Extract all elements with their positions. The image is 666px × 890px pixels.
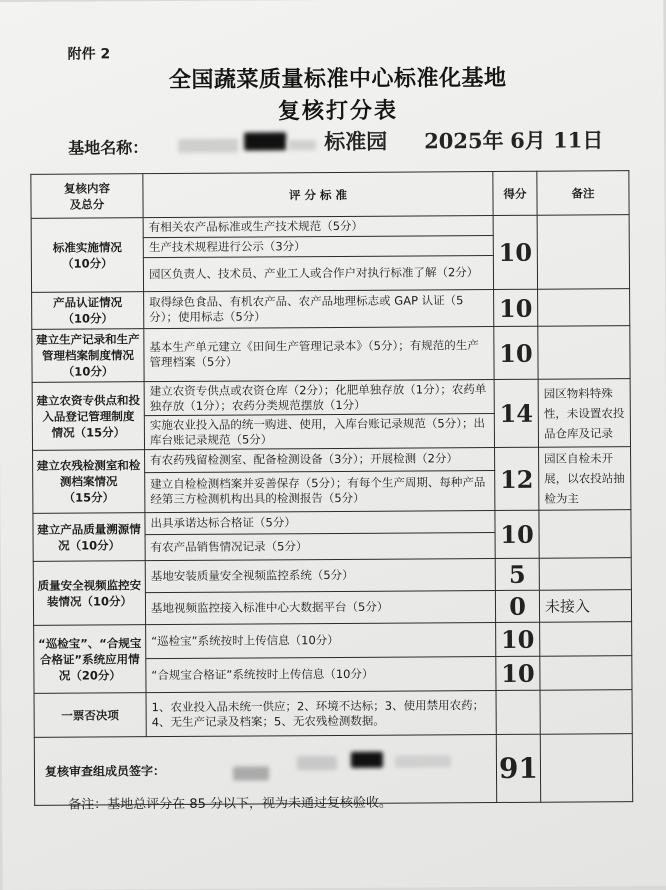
remark-cell: 未接入 — [539, 590, 631, 623]
score-cell — [495, 590, 539, 622]
redacted-base-name — [288, 140, 316, 150]
category-cell: 建立农残检测室和检测档案情况 （15分） — [33, 450, 145, 514]
handwritten-score: 5 — [508, 559, 526, 589]
criteria-cell: 建立农资专供点或农资仓库（2分）；化肥单独存放（1分）；农药单独存放（1分）；农药分类规范摆放（1分） — [144, 380, 494, 416]
handwritten-score: 10 — [500, 624, 535, 654]
score-cell — [495, 558, 539, 590]
remark-cell — [540, 690, 632, 735]
redacted-signature — [297, 756, 337, 770]
score-cell — [496, 656, 540, 690]
remark-cell — [539, 558, 631, 591]
score-cell — [494, 379, 538, 447]
handwritten-score: 10 — [501, 658, 535, 688]
category-cell: “巡检宝”、“合规宝合格证”系统应用情况（20分） — [34, 625, 146, 694]
handwritten-score: 12 — [499, 464, 534, 494]
criteria-cell: 基本生产单元建立《田间生产管理记录本》（5分）；有规范的生产管理档案（5分） — [144, 327, 494, 382]
category-cell: 产品认证情况 （10分） — [32, 292, 144, 330]
redacted-base-name — [244, 132, 286, 150]
criteria-cell: 基地安装质量安全视频监控系统（5分） — [145, 559, 495, 593]
criteria-cell: “巡检宝”系统按时上传信息（10分） — [146, 623, 496, 659]
score-cell — [495, 447, 539, 510]
category-cell: 建立农资专供点和投入品登记管理制度 情况（15分） — [32, 382, 144, 451]
category-cell: 质量安全视频监控安装情况（10分） — [33, 561, 145, 626]
remark-cell — [539, 510, 631, 559]
total-score-cell — [496, 734, 540, 802]
score-cell — [495, 510, 539, 558]
redacted-signature — [395, 755, 451, 767]
criteria-cell: 有农药残留检测室、配备检测设备（3分）；开展检测（2分） — [145, 448, 495, 473]
base-name-handwritten: 标准园 — [324, 128, 388, 155]
remark-cell — [537, 215, 629, 290]
signature-label: 复核审查组成员签字： — [44, 764, 166, 779]
redacted-signature — [351, 752, 383, 768]
remark-cell: 园区物料特殊性，未设置农投品仓库及记录 — [538, 379, 630, 448]
score-cell — [494, 289, 538, 326]
score-cell — [496, 622, 540, 656]
remark-cell — [540, 622, 632, 657]
remark-cell — [538, 289, 630, 327]
handwritten-total-score: 91 — [498, 751, 539, 785]
score-cell — [494, 326, 538, 379]
handwritten-score: 10 — [498, 293, 533, 323]
remark-cell — [540, 656, 632, 691]
handwritten-score: 14 — [499, 398, 534, 428]
base-name-label: 基地名称： — [68, 138, 149, 158]
header-content: 复核内容 及总分 — [31, 174, 143, 219]
criteria-cell: 有相关农产品标准或生产技术规范（5分） — [143, 216, 493, 238]
handwritten-score: 10 — [500, 519, 534, 549]
criteria-cell: 有农产品销售情况记录（5分） — [145, 533, 495, 561]
category-cell: 建立产品质量溯源情况（10分） — [33, 513, 145, 562]
redacted-base-name — [178, 139, 238, 153]
date-month-day-handwritten: 6月 11日 — [510, 127, 604, 153]
criteria-cell: 生产技术规程进行公示（3分） — [143, 236, 493, 258]
page-subtitle: 复核打分表 — [277, 97, 399, 125]
header-score: 得分 — [493, 171, 537, 215]
remark-cell: 园区自检未开展，以农投站抽检为主 — [539, 447, 631, 511]
attachment-label: 附件 2 — [67, 46, 111, 63]
criteria-cell: 建立自检检测档案并妥善保存（5分）；有每个生产周期、每种产品经第三方检测机构出具的检测报告（5分） — [145, 470, 495, 513]
header-remarks: 备注 — [537, 171, 629, 216]
criteria-cell: 取得绿色食品、有机农产品、农产品地理标志或 GAP 认证（5分）；使用标志（5分） — [144, 290, 494, 329]
criteria-cell: 基地视频监控接入标准中心大数据平台（5分） — [145, 591, 495, 625]
criteria-cell: 园区负责人、技术员、产业工人或合作户对执行标准了解（2分） — [143, 256, 493, 292]
header-criteria: 评 分 标 准 — [143, 172, 493, 218]
handwritten-score: 10 — [498, 237, 533, 267]
remark-cell — [538, 326, 630, 380]
date-year-handwritten: 2025年 — [424, 127, 504, 154]
handwritten-score: 0 — [509, 591, 526, 621]
category-cell: 标准实施情况 （10分） — [31, 218, 143, 293]
score-cell — [493, 215, 537, 289]
category-cell: 一票否决项 — [34, 693, 146, 738]
redacted-signature — [233, 766, 269, 780]
score-cell — [496, 690, 540, 734]
page-title: 全国蔬菜质量标准中心标准化基地 — [168, 64, 507, 93]
handwritten-score: 10 — [499, 338, 533, 368]
criteria-cell: “合规宝合格证”系统按时上传信息（10分） — [146, 657, 496, 693]
criteria-cell: 出具承诺达标合格证（5分） — [145, 511, 495, 535]
category-cell: 建立生产记录和生产管理档案制度情况（10分） — [32, 329, 144, 383]
remark-cell — [540, 734, 632, 803]
scoring-table — [30, 170, 633, 806]
criteria-cell: 实施农业投入品的统一购进、使用，入库台账记录规范（5分）；出库台账记录规范（5分） — [144, 414, 494, 450]
footnote: 备注：基地总评分在 85 分以下，视为未通过复核验收。 — [68, 795, 393, 813]
criteria-cell: 1、农业投入品未统一供应；2、环境不达标；3、使用禁用农药；4、无生产记录及档案；5、无农残检测数据。 — [146, 691, 496, 737]
